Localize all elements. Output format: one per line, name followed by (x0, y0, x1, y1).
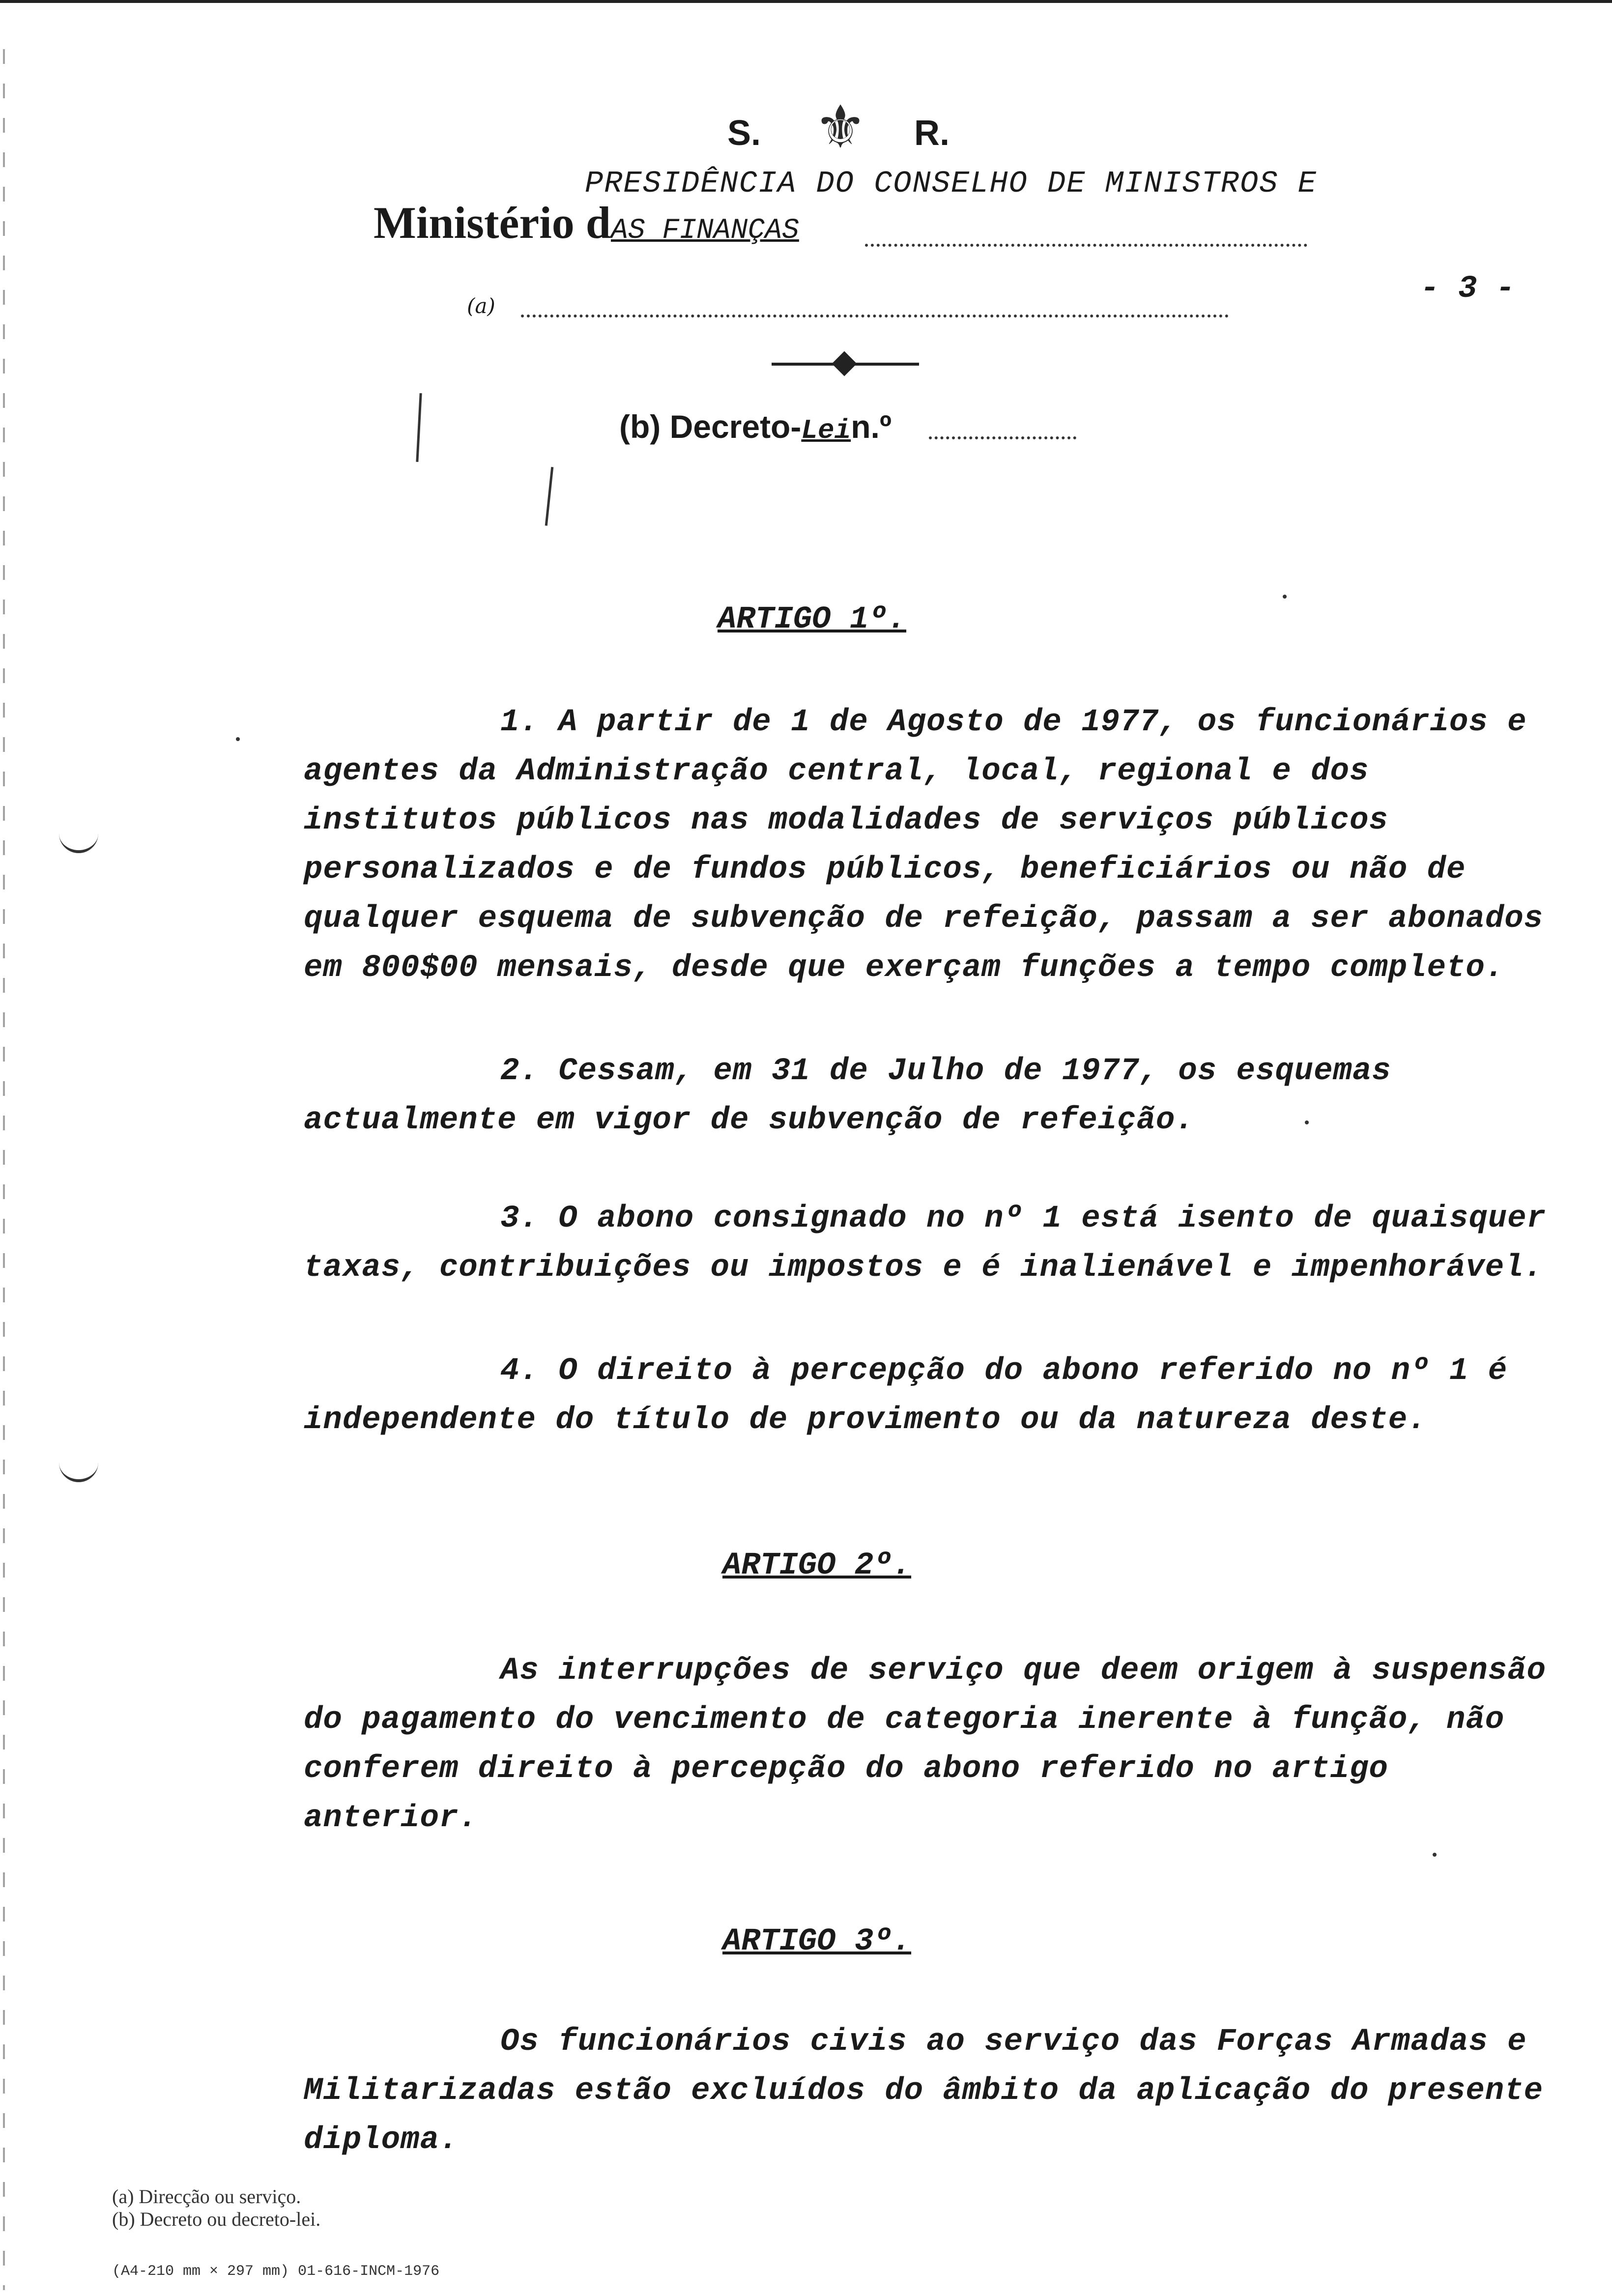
speck (1283, 595, 1287, 599)
a-dotted-line (521, 315, 1229, 317)
speck (236, 737, 240, 741)
ministerio-line (374, 197, 1307, 256)
diamond-icon (832, 351, 857, 376)
scan-edge (3, 49, 5, 2290)
article-1-paragraph-1: 1. A partir de 1 de Agosto de 1977, os funcionários e agentes da Administração central, local, regional e dos institutos públicos nas modalidades de serviços públicos personalizados e de fundos públicos, beneficiários ou não de qualquer esquema de subvenção de refeição, passam a ser abonados em 800$00 mensais, desde que exerçam funções a tempo completo. (304, 705, 1543, 986)
decreto-label: (b) Decreto- (619, 408, 802, 445)
decreto-suffix: n.º (851, 408, 892, 445)
coat-of-arms-icon: ⚜ (814, 93, 867, 162)
a-label: (a) (467, 294, 495, 318)
speck (1433, 1853, 1437, 1857)
article-1-paragraph-3: 3. O abono consignado no nº 1 está isento de quaisquer taxas, contribuições ou impostos e é inalienável e impenhorável. (304, 1201, 1546, 1286)
page-number: - 3 - (1420, 271, 1515, 307)
article-3-paragraph-1: Os funcionários civis ao serviço das Forças Armadas e Militarizadas estão excluídos do âmbito da aplicação do presente diploma. (304, 2024, 1543, 2158)
ministerio-label: Ministério d (374, 198, 611, 248)
footnote-b: (b) Decreto ou decreto-lei. (112, 2208, 321, 2230)
article-2-paragraph-1: As interrupções de serviço que deem origem à suspensão do pagamento do vencimento de categoria inerente à função, não conferem direito à percepção do abono referido no artigo anterior. (304, 1653, 1546, 1836)
decreto-line (619, 408, 892, 446)
decreto-dotted-line (929, 436, 1076, 439)
ministerio-name: AS FINANÇAS (610, 215, 799, 247)
speck (1305, 1120, 1309, 1124)
scan-mark (416, 393, 422, 462)
header-s-letter: S. (727, 114, 761, 153)
footnote-a: (a) Direcção ou serviço. (112, 2185, 301, 2208)
hole-punch-mark (59, 1460, 98, 1482)
article-1-paragraph-2: 2. Cessam, em 31 de Julho de 1977, os esquemas actualmente em vigor de subvenção de refeição. (304, 1054, 1391, 1138)
article-1-title: ARTIGO 1º. (718, 602, 907, 637)
decreto-type: Lei (801, 415, 851, 446)
imprint-line: (A4-210 mm × 297 mm) 01-616-INCM-1976 (112, 2263, 440, 2280)
scan-mark (545, 467, 554, 526)
article-2-title: ARTIGO 2º. (722, 1548, 912, 1583)
ministerio-dotted-line (865, 244, 1307, 247)
presidencia-line: PRESIDÊNCIA DO CONSELHO DE MINISTROS E (585, 166, 1317, 201)
top-border (0, 0, 1612, 3)
article-3-title: ARTIGO 3º. (722, 1924, 912, 1959)
article-1-paragraph-4: 4. O direito à percepção do abono referido no nº 1 é independente do título de provimento ou da natureza deste. (304, 1353, 1508, 1438)
hole-punch-mark (59, 831, 98, 853)
header-r-letter: R. (914, 114, 950, 153)
